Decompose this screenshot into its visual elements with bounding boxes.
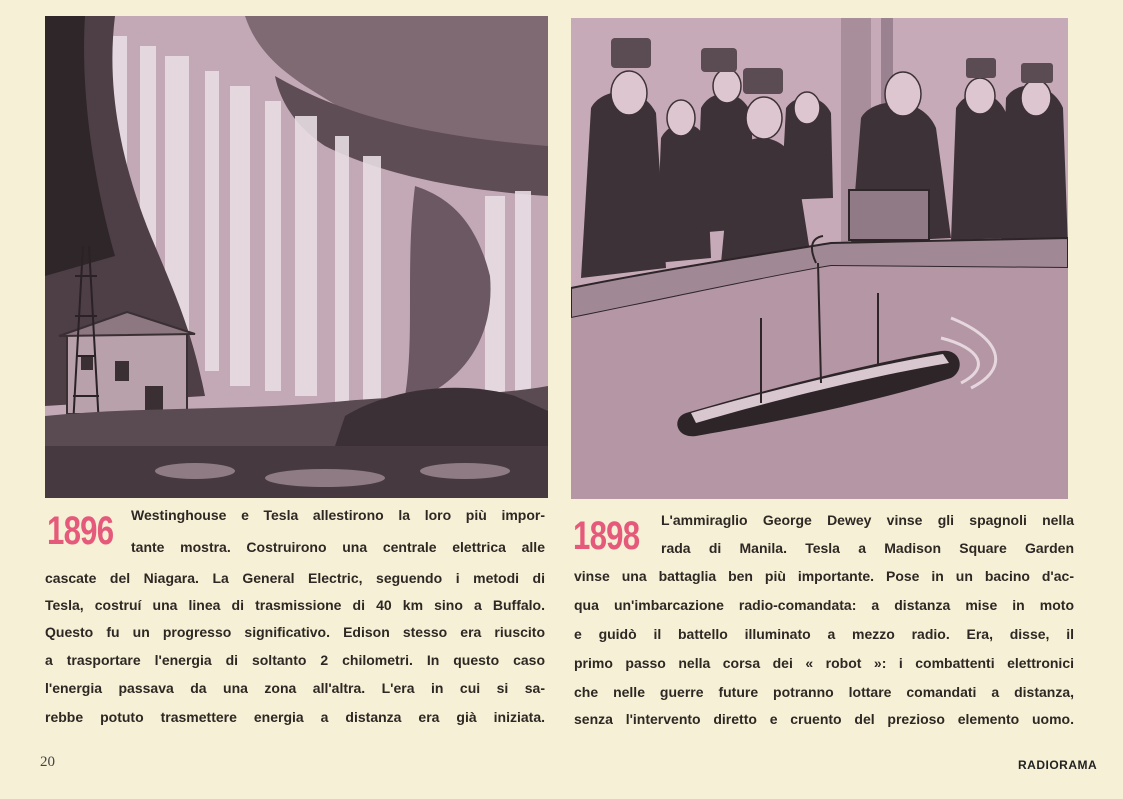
caption-line: rebbe potuto trasmettere energia a distanza era già iniziata.	[45, 709, 545, 725]
radio-boat-illustration	[571, 18, 1068, 499]
caption-line: l'energia passava da una zona all'altra. L'era in cui si sa-	[45, 680, 545, 696]
caption-line: rada di Manila. Tesla a Madison Square Garden	[661, 540, 1074, 556]
caption-line: qua un'imbarcazione radio-comandata: a distanza mise in moto	[574, 597, 1074, 613]
caption-line: cascate del Niagara. La General Electric, seguendo i metodi di	[45, 570, 545, 586]
niagara-illustration	[45, 16, 548, 498]
caption-line: L'ammiraglio George Dewey vinse gli spagnoli nella	[661, 512, 1074, 528]
caption-line: Tesla, costruí una linea di trasmissione di 40 km sino a Buffalo.	[45, 597, 545, 613]
caption-line: tante mostra. Costruirono una centrale elettrica alle	[131, 539, 545, 555]
year-label: 1898	[573, 514, 640, 558]
magazine-name: RADIORAMA	[1018, 758, 1098, 772]
year-label: 1896	[47, 509, 114, 553]
caption-line: a trasportare l'energia di soltanto 2 chilometri. In questo caso	[45, 652, 545, 668]
caption-line: e guidò il battello illuminato a mezzo radio. Era, disse, il	[574, 626, 1074, 642]
caption-line: Questo fu un progresso significativo. Edison stesso era riuscito	[45, 624, 545, 640]
caption-line: vinse una battaglia ben più importante. Pose in un bacino d'ac-	[574, 568, 1074, 584]
page-number: 20	[40, 754, 55, 770]
caption-line: che nelle guerre future potranno lottare comandati a distanza,	[574, 684, 1074, 700]
caption-line: primo passo nella corsa dei « robot »: i combattenti elettronici	[574, 655, 1074, 671]
caption-line: Westinghouse e Tesla allestirono la loro più impor-	[131, 507, 545, 523]
caption-line: senza l'intervento diretto e cruento del prezioso elemento uomo.	[574, 711, 1074, 727]
